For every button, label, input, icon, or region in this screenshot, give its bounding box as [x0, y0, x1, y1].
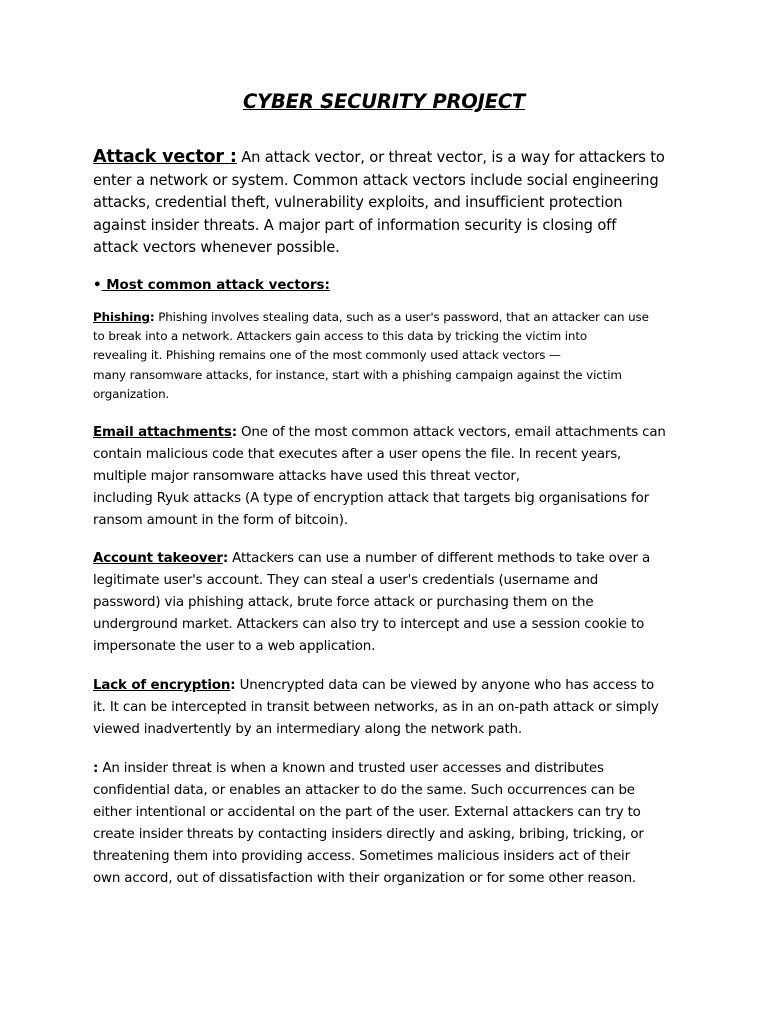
- intro-text: An attack vector, or threat vector, is a way for attackers to: [236, 149, 665, 166]
- account-takeover-term: Account takeover: [93, 551, 223, 566]
- phishing-paragraph: [93, 308, 677, 404]
- bullet-icon: •: [93, 278, 102, 293]
- phishing-line-1: [93, 308, 677, 327]
- intro-line-4: against insider threats. A major part of information security is closing off: [93, 216, 617, 234]
- encryption-line-2: it. It can be intercepted in transit between networks, as in an on-path attack or simply: [93, 699, 659, 715]
- insider-line-2: confidential data, or enables an attacker to do the same. Such occurrences can be: [93, 782, 635, 798]
- phishing-line-5: organization.: [93, 386, 170, 401]
- email-line-3: multiple major ransomware attacks have used this threat vector,: [93, 468, 520, 484]
- lack-of-encryption-paragraph: [93, 675, 677, 741]
- phishing-line-4: many ransomware attacks, for instance, start with a phishing campaign against the victim: [93, 367, 622, 382]
- intro-line-5: attack vectors whenever possible.: [93, 239, 340, 256]
- insider-line-5: threatening them into providing access. Sometimes malicious insiders act of their: [93, 848, 630, 864]
- account-text: Attackers can use a number of different methods to take over a: [228, 551, 651, 566]
- account-line-1: [93, 548, 677, 570]
- encryption-line-3: viewed inadvertently by an intermediary along the network path.: [93, 721, 523, 737]
- encryption-line-1: [93, 675, 677, 697]
- insider-threat-paragraph: [93, 758, 677, 889]
- account-colon: :: [222, 551, 229, 566]
- lack-of-encryption-term: Lack of encryption: [93, 678, 231, 693]
- insider-line-4: create insider threats by contacting insiders directly and asking, bribing, tricking, or: [93, 826, 644, 842]
- email-text: One of the most common attack vectors, email attachments can: [236, 425, 666, 440]
- account-line-4: underground market. Attackers can also try to intercept and use a session cookie to: [93, 616, 645, 632]
- intro-line-3: attacks, credential theft, vulnerability exploits, and insufficient protection: [93, 194, 623, 211]
- email-line-1: [93, 422, 677, 444]
- email-line-2: contain malicious code that executes after a user opens the file. In recent years,: [93, 446, 622, 462]
- phishing-colon: :: [149, 310, 155, 324]
- email-line-5: ransom amount in the form of bitcoin).: [93, 512, 348, 528]
- email-line-4: including Ryuk attacks (A type of encryption attack that targets big organisations for: [93, 490, 650, 506]
- email-attachments-paragraph: [93, 422, 677, 532]
- encryption-colon: :: [230, 678, 236, 693]
- insider-line-3: either intentional or accidental on the part of the user. External attackers can try to: [93, 804, 641, 820]
- insider-line-6: own accord, out of dissatisfaction with their organization or for some other reason.: [93, 870, 637, 886]
- common-vectors-heading: [93, 276, 677, 296]
- encryption-text: Unencrypted data can be viewed by anyone who has access to: [235, 678, 655, 693]
- phishing-term: Phishing: [93, 310, 150, 324]
- account-line-3: password) via phishing attack, brute force attack or purchasing them on the: [93, 594, 594, 610]
- insider-line-1: [93, 758, 677, 780]
- intro-line-2: enter a network or system. Common attack vectors include social engineering: [93, 171, 659, 189]
- account-line-2: legitimate user's account. They can steal a user's credentials (username and: [93, 572, 599, 588]
- email-colon: :: [231, 425, 237, 440]
- account-takeover-paragraph: [93, 548, 677, 658]
- insider-text: An insider threat is when a known and trusted user accesses and distributes: [98, 761, 604, 776]
- phishing-line-2: to break into a network. Attackers gain access to this data by tricking the victim into: [93, 329, 588, 344]
- document-title: CYBER SECURITY PROJECT: [242, 90, 526, 113]
- intro-line-1: [93, 146, 677, 170]
- phishing-text: Phishing involves stealing data, such as a user's password, that an attacker can use: [154, 310, 649, 324]
- intro-paragraph: [93, 146, 677, 260]
- common-vectors-label: Most common attack vectors:: [101, 278, 330, 293]
- attack-vector-term: Attack vector :: [93, 147, 237, 167]
- account-line-5: impersonate the user to a web application.: [93, 638, 376, 654]
- phishing-line-3: revealing it. Phishing remains one of the most commonly used attack vectors —: [93, 348, 561, 363]
- insider-colon: :: [93, 761, 99, 776]
- email-attachments-term: Email attachments: [93, 425, 232, 440]
